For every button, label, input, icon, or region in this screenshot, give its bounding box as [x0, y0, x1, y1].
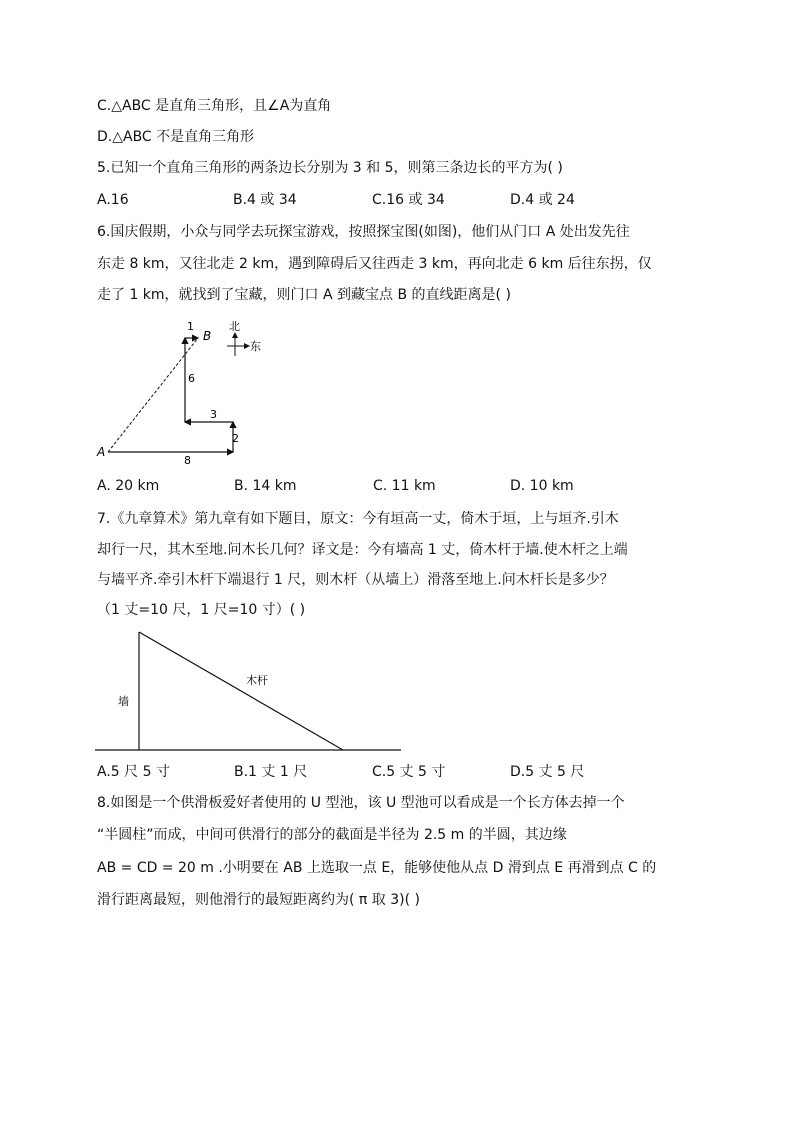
- q5-option-d: D.4 或 24: [510, 192, 575, 208]
- compass-east-label: 东: [250, 340, 261, 353]
- wall-pole-figure: [95, 628, 405, 756]
- q5-option-c: C.16 或 34: [372, 192, 445, 208]
- question-6-line-2: 东走 8 km，又往北走 2 km，遇到障碍后又往西走 3 km，再向北走 6 km 后往东拐，仅: [97, 256, 652, 272]
- compass-north-label: 北: [229, 320, 240, 333]
- question-7-line-2: 却行一尺，其木至地.问木长几何？译文是：今有墙高 1 丈，倚木杆于墙.使木杆之上端: [97, 542, 628, 558]
- q5-option-b: B.4 或 34: [233, 192, 297, 208]
- q4-option-c: C.△ABC 是直角三角形，且∠A为直角: [97, 98, 332, 114]
- compass-icon: [227, 332, 250, 356]
- pole-line: [139, 632, 343, 750]
- question-8-line-1: 8.如图是一个供滑板爱好者使用的 U 型池，该 U 型池可以看成是一个长方体去掉一个: [97, 795, 625, 811]
- pole-label: 木杆: [246, 674, 268, 687]
- question-7-line-3: 与墙平齐.牵引木杆下端退行 1 尺，则木杆（从墙上）滑落至地上.问木杆长是多少？: [97, 572, 614, 588]
- label-b: B: [203, 329, 212, 343]
- segment-label-6: 6: [188, 372, 195, 385]
- q7-option-a: A.5 尺 5 寸: [97, 764, 170, 780]
- question-6-line-3: 走了 1 km，就找到了宝藏，则门口 A 到藏宝点 B 的直线距离是( ): [97, 287, 511, 303]
- q6-option-c: C. 11 km: [373, 478, 436, 494]
- question-5: 5.已知一个直角三角形的两条边长分别为 3 和 5，则第三条边长的平方为( ): [97, 160, 563, 176]
- q7-option-c: C.5 丈 5 寸: [372, 764, 446, 780]
- segment-label-1: 1: [187, 320, 194, 333]
- question-8-line-3: AB = CD = 20 m .小明要在 AB 上选取一点 E，能够使他从点 D 滑到点 E 再滑到点 C 的: [97, 860, 657, 876]
- segment-label-3: 3: [210, 408, 217, 421]
- q5-option-a: A.16: [97, 192, 129, 208]
- q7-option-b: B.1 丈 1 尺: [234, 764, 308, 780]
- question-7-line-1: 7.《九章算术》第九章有如下题目，原文：今有垣高一丈，倚木于垣，上与垣齐.引木: [97, 511, 619, 527]
- question-6-line-1: 6.国庆假期，小众与同学去玩探宝游戏，按照探宝图(如图)，他们从门口 A 处出发先往: [97, 224, 630, 240]
- wall-label: 墙: [118, 695, 129, 708]
- segment-label-8: 8: [184, 454, 191, 467]
- question-8-line-2: “半圆柱”而成，中间可供滑行的部分的截面是半径为 2.5 m 的半圆，其边缘: [97, 827, 567, 843]
- q6-option-a: A. 20 km: [97, 478, 160, 494]
- q7-option-d: D.5 丈 5 尺: [510, 764, 585, 780]
- label-a: A: [97, 445, 106, 459]
- q6-option-b: B. 14 km: [234, 478, 297, 494]
- question-8-line-4: 滑行距离最短，则他滑行的最短距离约为( π 取 3)( ): [97, 892, 420, 908]
- treasure-map-figure: [90, 318, 280, 470]
- q4-option-d: D.△ABC 不是直角三角形: [97, 129, 255, 145]
- q6-option-d: D. 10 km: [510, 478, 574, 494]
- question-7-line-4: （1 丈=10 尺，1 尺=10 寸）( ): [97, 602, 306, 618]
- segment-label-2: 2: [232, 432, 239, 445]
